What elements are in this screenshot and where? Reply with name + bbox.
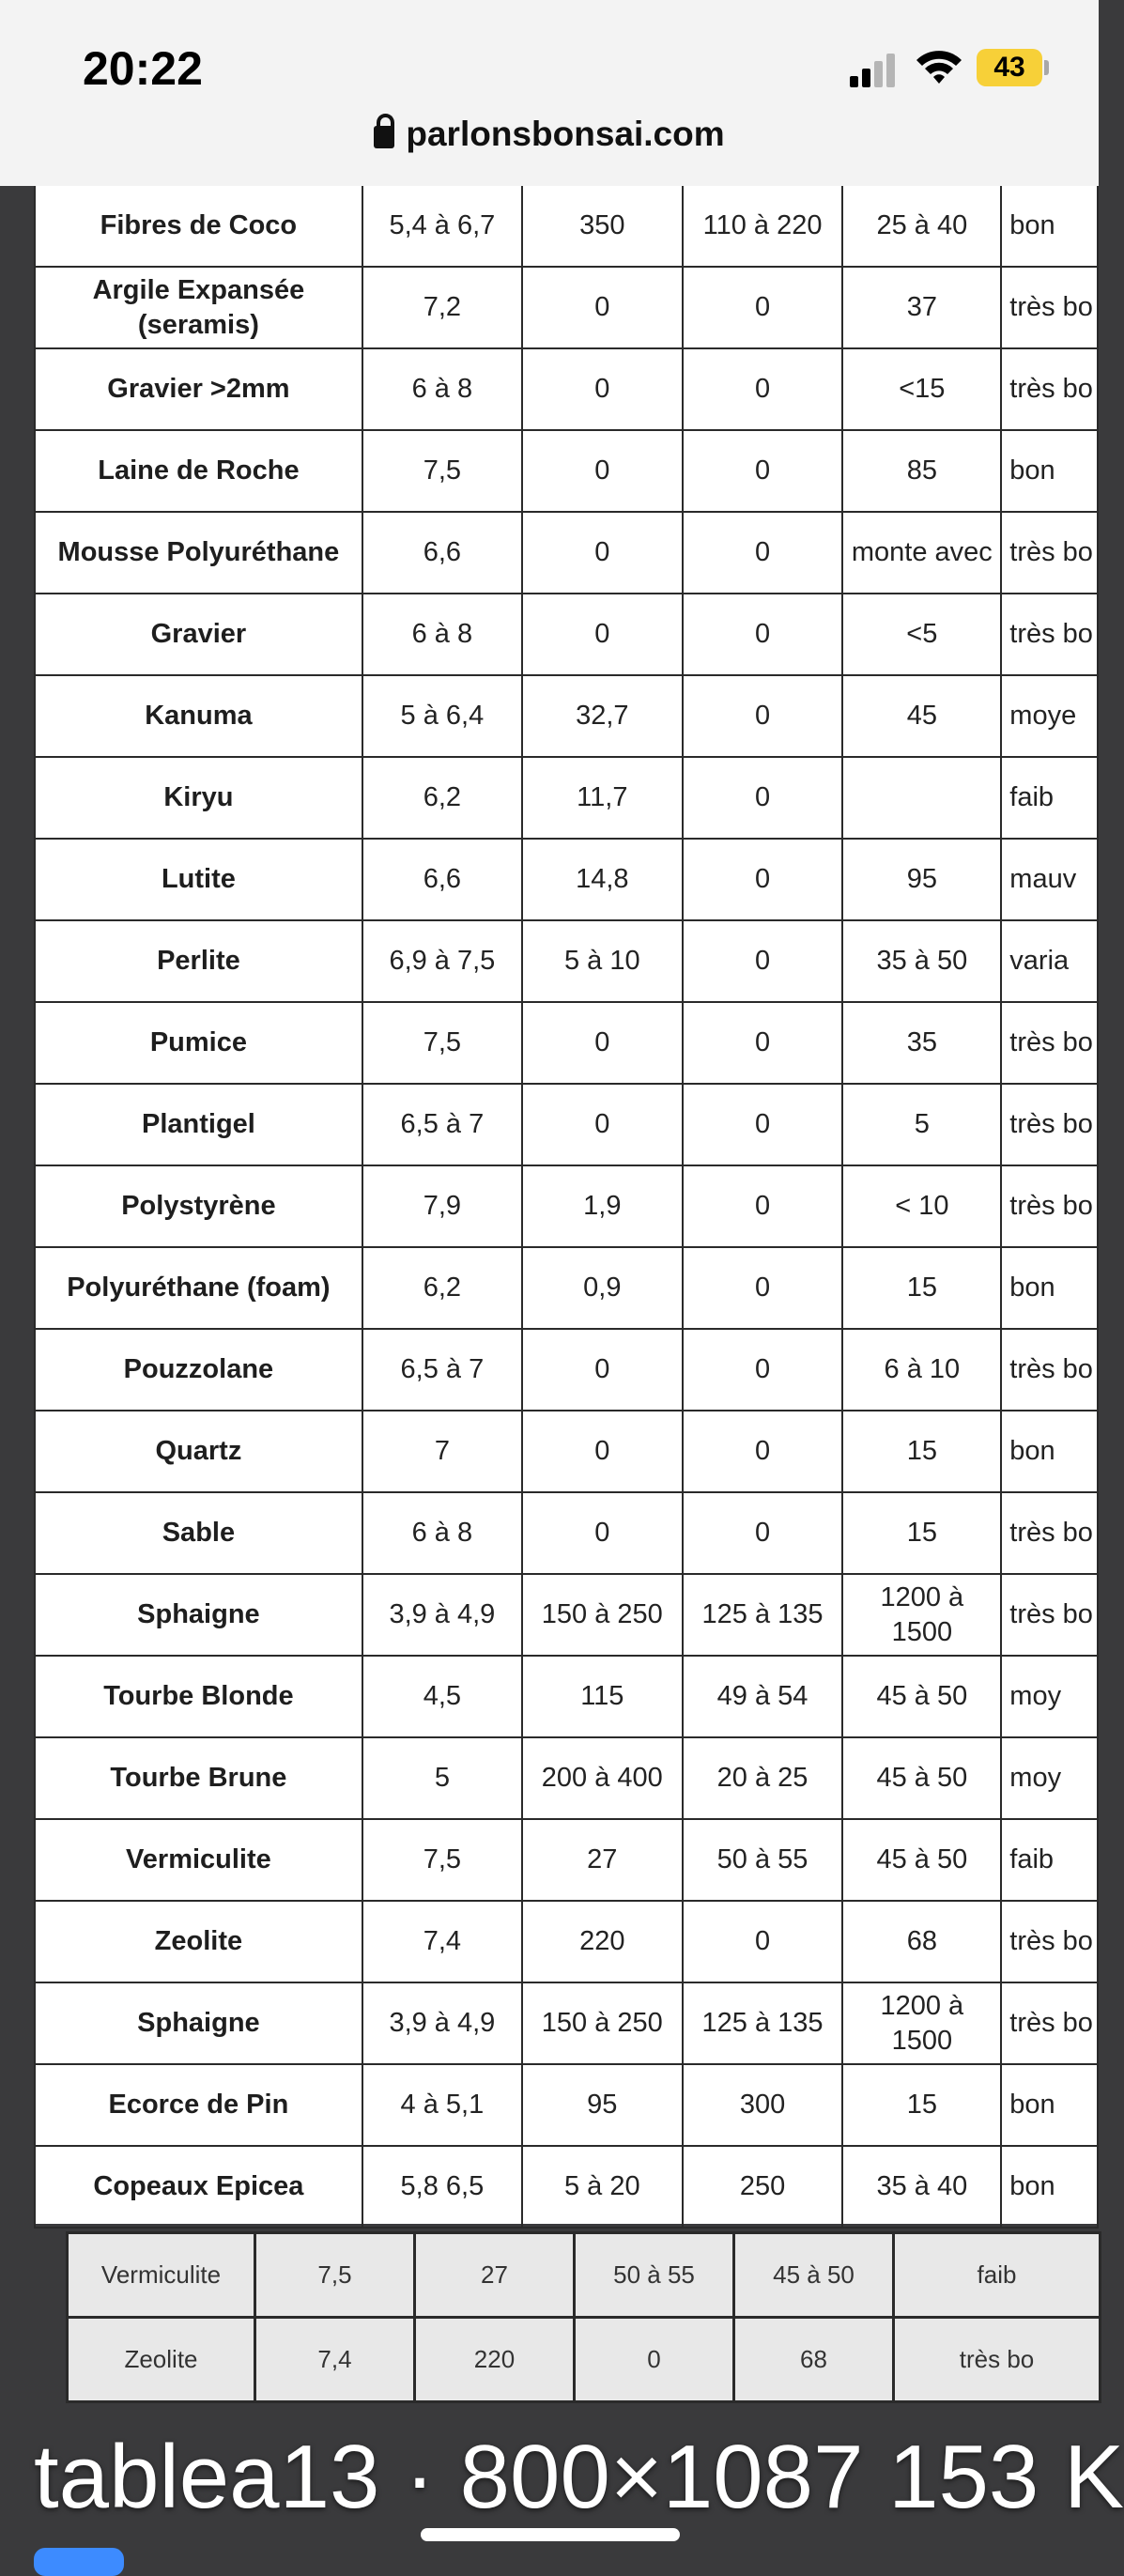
value-cell: 0 xyxy=(683,1492,843,1574)
value-cell: très bo xyxy=(1001,1084,1098,1165)
value-cell: 6,2 xyxy=(362,757,522,839)
background-cell: 7,4 xyxy=(255,2318,415,2402)
value-cell: très bo xyxy=(1001,1002,1098,1084)
table-row xyxy=(35,839,1098,920)
table-row xyxy=(35,2064,1098,2146)
value-cell: 0 xyxy=(522,267,683,348)
table-row xyxy=(35,1411,1098,1492)
value-cell: 3,9 à 4,9 xyxy=(362,1982,522,2064)
material-name-cell: Pumice xyxy=(35,1002,362,1084)
value-cell: < 10 xyxy=(842,1165,1001,1247)
material-name-cell: Ecorce de Pin xyxy=(35,2064,362,2146)
value-cell: 7,9 xyxy=(362,1165,522,1247)
status-bar xyxy=(0,0,1099,186)
table-row xyxy=(35,1901,1098,1982)
material-name-cell: Kanuma xyxy=(35,675,362,757)
value-cell: bon xyxy=(1001,1411,1098,1492)
value-cell: 0 xyxy=(522,594,683,675)
material-name-cell: Polystyrène xyxy=(35,1165,362,1247)
value-cell: très bo xyxy=(1001,594,1098,675)
value-cell: 27 xyxy=(522,1819,683,1901)
background-cell: faib xyxy=(894,2233,1101,2318)
table-row xyxy=(35,1165,1098,1247)
material-name-cell: Vermiculite xyxy=(35,1819,362,1901)
value-cell: 6 à 8 xyxy=(362,348,522,430)
value-cell: moy xyxy=(1001,1656,1098,1737)
lock-icon xyxy=(374,126,394,148)
value-cell: 5 à 10 xyxy=(522,920,683,1002)
value-cell: 0 xyxy=(522,1492,683,1574)
value-cell: 5 xyxy=(842,1084,1001,1165)
battery-tip xyxy=(1044,60,1049,75)
value-cell: 0 xyxy=(683,594,843,675)
value-cell: 6,5 à 7 xyxy=(362,1084,522,1165)
value-cell: 45 xyxy=(842,675,1001,757)
value-cell: 35 à 40 xyxy=(842,2146,1001,2228)
table-row xyxy=(35,1492,1098,1574)
value-cell: 3,9 à 4,9 xyxy=(362,1574,522,1656)
value-cell: 35 xyxy=(842,1002,1001,1084)
value-cell: 0 xyxy=(683,920,843,1002)
value-cell: 0 xyxy=(683,1329,843,1411)
value-cell: 5 xyxy=(362,1737,522,1819)
value-cell: 5,8 6,5 xyxy=(362,2146,522,2228)
value-cell: très bo xyxy=(1001,1574,1098,1656)
value-cell: 5,4 à 6,7 xyxy=(362,186,522,267)
value-cell: 15 xyxy=(842,1411,1001,1492)
table-row xyxy=(35,594,1098,675)
table-row xyxy=(35,1002,1098,1084)
background-cell: Zeolite xyxy=(68,2318,255,2402)
value-cell: 0 xyxy=(683,512,843,594)
value-cell: mauv xyxy=(1001,839,1098,920)
material-name-cell: Copeaux Epicea xyxy=(35,2146,362,2228)
value-cell: 300 xyxy=(683,2064,843,2146)
background-row xyxy=(68,2318,1101,2402)
value-cell: 0 xyxy=(683,1002,843,1084)
value-cell: <5 xyxy=(842,594,1001,675)
value-cell: 1,9 xyxy=(522,1165,683,1247)
value-cell: 6 à 10 xyxy=(842,1329,1001,1411)
substrate-table xyxy=(34,186,1099,2229)
material-name-cell: Mousse Polyuréthane xyxy=(35,512,362,594)
value-cell: monte avec xyxy=(842,512,1001,594)
value-cell: 95 xyxy=(522,2064,683,2146)
value-cell: <15 xyxy=(842,348,1001,430)
value-cell: bon xyxy=(1001,1247,1098,1329)
value-cell: 5 à 6,4 xyxy=(362,675,522,757)
value-cell: 85 xyxy=(842,430,1001,512)
value-cell: 0 xyxy=(522,1084,683,1165)
value-cell: très bo xyxy=(1001,348,1098,430)
table-row xyxy=(35,1982,1098,2064)
value-cell: très bo xyxy=(1001,1982,1098,2064)
value-cell: 7,5 xyxy=(362,1819,522,1901)
value-cell: 110 à 220 xyxy=(683,186,843,267)
value-cell: 5 à 20 xyxy=(522,2146,683,2228)
value-cell: 15 xyxy=(842,2064,1001,2146)
value-cell: 0 xyxy=(683,1411,843,1492)
value-cell: 7 xyxy=(362,1411,522,1492)
value-cell: 7,5 xyxy=(362,1002,522,1084)
battery-icon: 43 xyxy=(977,49,1042,86)
value-cell: 6,9 à 7,5 xyxy=(362,920,522,1002)
background-cell: 68 xyxy=(734,2318,894,2402)
value-cell: moye xyxy=(1001,675,1098,757)
table-row xyxy=(35,1329,1098,1411)
value-cell: très bo xyxy=(1001,512,1098,594)
value-cell: 0,9 xyxy=(522,1247,683,1329)
value-cell: 25 à 40 xyxy=(842,186,1001,267)
value-cell: 11,7 xyxy=(522,757,683,839)
material-name-cell: Gravier xyxy=(35,594,362,675)
wifi-icon xyxy=(914,47,964,86)
material-name-cell: Argile Expansée (seramis) xyxy=(35,267,362,348)
table-row xyxy=(35,2146,1098,2228)
background-cell: 27 xyxy=(415,2233,575,2318)
value-cell: faib xyxy=(1001,1819,1098,1901)
background-cell: 45 à 50 xyxy=(734,2233,894,2318)
value-cell: bon xyxy=(1001,2064,1098,2146)
value-cell: 0 xyxy=(683,675,843,757)
value-cell: 0 xyxy=(683,1084,843,1165)
table-image[interactable] xyxy=(34,186,1099,2224)
value-cell: 0 xyxy=(683,1901,843,1982)
value-cell: faib xyxy=(1001,757,1098,839)
background-cell: très bo xyxy=(894,2318,1101,2402)
toolbar-button[interactable] xyxy=(34,2548,124,2576)
value-cell: 200 à 400 xyxy=(522,1737,683,1819)
table-row xyxy=(35,757,1098,839)
value-cell: 32,7 xyxy=(522,675,683,757)
value-cell: très bo xyxy=(1001,1165,1098,1247)
value-cell: 14,8 xyxy=(522,839,683,920)
value-cell: 0 xyxy=(522,1002,683,1084)
value-cell: 0 xyxy=(522,348,683,430)
table-row xyxy=(35,348,1098,430)
table-row xyxy=(35,1574,1098,1656)
value-cell: 7,5 xyxy=(362,430,522,512)
home-indicator[interactable] xyxy=(421,2528,680,2541)
value-cell: 0 xyxy=(683,430,843,512)
value-cell: 4,5 xyxy=(362,1656,522,1737)
value-cell: 49 à 54 xyxy=(683,1656,843,1737)
table-row xyxy=(35,267,1098,348)
value-cell: 15 xyxy=(842,1492,1001,1574)
background-cell: 50 à 55 xyxy=(575,2233,734,2318)
value-cell: très bo xyxy=(1001,1329,1098,1411)
value-cell: 45 à 50 xyxy=(842,1819,1001,1901)
table-row xyxy=(35,430,1098,512)
value-cell: 125 à 135 xyxy=(683,1574,843,1656)
table-row xyxy=(35,1737,1098,1819)
value-cell: très bo xyxy=(1001,1901,1098,1982)
value-cell: 6 à 8 xyxy=(362,594,522,675)
material-name-cell: Kiryu xyxy=(35,757,362,839)
value-cell: 6,5 à 7 xyxy=(362,1329,522,1411)
value-cell: 0 xyxy=(683,1247,843,1329)
status-time: 20:22 xyxy=(83,42,203,95)
material-name-cell: Perlite xyxy=(35,920,362,1002)
url-text: parlonsbonsai.com xyxy=(406,115,725,153)
material-name-cell: Tourbe Brune xyxy=(35,1737,362,1819)
value-cell: 0 xyxy=(683,757,843,839)
table-row xyxy=(35,1084,1098,1165)
image-viewer[interactable] xyxy=(0,186,1124,2527)
value-cell: 0 xyxy=(522,1329,683,1411)
value-cell: 35 à 50 xyxy=(842,920,1001,1002)
background-cell: 0 xyxy=(575,2318,734,2402)
value-cell: 0 xyxy=(683,839,843,920)
background-cell: 7,5 xyxy=(255,2233,415,2318)
value-cell: 115 xyxy=(522,1656,683,1737)
material-name-cell: Zeolite xyxy=(35,1901,362,1982)
value-cell: 68 xyxy=(842,1901,1001,1982)
material-name-cell: Tourbe Blonde xyxy=(35,1656,362,1737)
value-cell: 0 xyxy=(683,348,843,430)
value-cell: varia xyxy=(1001,920,1098,1002)
value-cell: 125 à 135 xyxy=(683,1982,843,2064)
value-cell: 0 xyxy=(522,430,683,512)
table-row xyxy=(35,1819,1098,1901)
material-name-cell: Laine de Roche xyxy=(35,430,362,512)
material-name-cell: Lutite xyxy=(35,839,362,920)
material-name-cell: Fibres de Coco xyxy=(35,186,362,267)
value-cell: 350 xyxy=(522,186,683,267)
value-cell: 7,4 xyxy=(362,1901,522,1982)
value-cell: 37 xyxy=(842,267,1001,348)
table-row xyxy=(35,1656,1098,1737)
material-name-cell: Plantigel xyxy=(35,1084,362,1165)
value-cell: 4 à 5,1 xyxy=(362,2064,522,2146)
material-name-cell: Pouzzolane xyxy=(35,1329,362,1411)
material-name-cell: Quartz xyxy=(35,1411,362,1492)
value-cell: 6,2 xyxy=(362,1247,522,1329)
value-cell: 150 à 250 xyxy=(522,1982,683,2064)
table-row xyxy=(35,1247,1098,1329)
value-cell: 0 xyxy=(522,512,683,594)
background-cell: 220 xyxy=(415,2318,575,2402)
value-cell xyxy=(842,757,1001,839)
table-row xyxy=(35,920,1098,1002)
material-name-cell: Sphaigne xyxy=(35,1574,362,1656)
table-row xyxy=(35,186,1098,267)
material-name-cell: Polyuréthane (foam) xyxy=(35,1247,362,1329)
value-cell: 0 xyxy=(683,267,843,348)
value-cell: moy xyxy=(1001,1737,1098,1819)
table-row xyxy=(35,512,1098,594)
image-info-label: tablea13 · 800×1087 153 K xyxy=(34,2427,1124,2527)
value-cell: 0 xyxy=(683,1165,843,1247)
value-cell: 45 à 50 xyxy=(842,1656,1001,1737)
value-cell: 1200 à 1500 xyxy=(842,1574,1001,1656)
value-cell: 50 à 55 xyxy=(683,1819,843,1901)
material-name-cell: Sphaigne xyxy=(35,1982,362,2064)
value-cell: 0 xyxy=(522,1411,683,1492)
value-cell: 7,2 xyxy=(362,267,522,348)
value-cell: 220 xyxy=(522,1901,683,1982)
value-cell: 15 xyxy=(842,1247,1001,1329)
value-cell: 6 à 8 xyxy=(362,1492,522,1574)
value-cell: bon xyxy=(1001,186,1098,267)
value-cell: 6,6 xyxy=(362,839,522,920)
value-cell: 95 xyxy=(842,839,1001,920)
value-cell: 20 à 25 xyxy=(683,1737,843,1819)
value-cell: très bo xyxy=(1001,1492,1098,1574)
background-table xyxy=(66,2231,1101,2403)
background-cell: Vermiculite xyxy=(68,2233,255,2318)
value-cell: 150 à 250 xyxy=(522,1574,683,1656)
material-name-cell: Gravier >2mm xyxy=(35,348,362,430)
cellular-signal-icon xyxy=(850,52,897,87)
table-row xyxy=(35,675,1098,757)
value-cell: très bo xyxy=(1001,267,1098,348)
value-cell: bon xyxy=(1001,2146,1098,2228)
value-cell: 250 xyxy=(683,2146,843,2228)
value-cell: 6,6 xyxy=(362,512,522,594)
background-row xyxy=(68,2233,1101,2318)
material-name-cell: Sable xyxy=(35,1492,362,1574)
value-cell: 1200 à 1500 xyxy=(842,1982,1001,2064)
value-cell: 45 à 50 xyxy=(842,1737,1001,1819)
address-bar[interactable] xyxy=(0,115,1099,154)
value-cell: bon xyxy=(1001,430,1098,512)
